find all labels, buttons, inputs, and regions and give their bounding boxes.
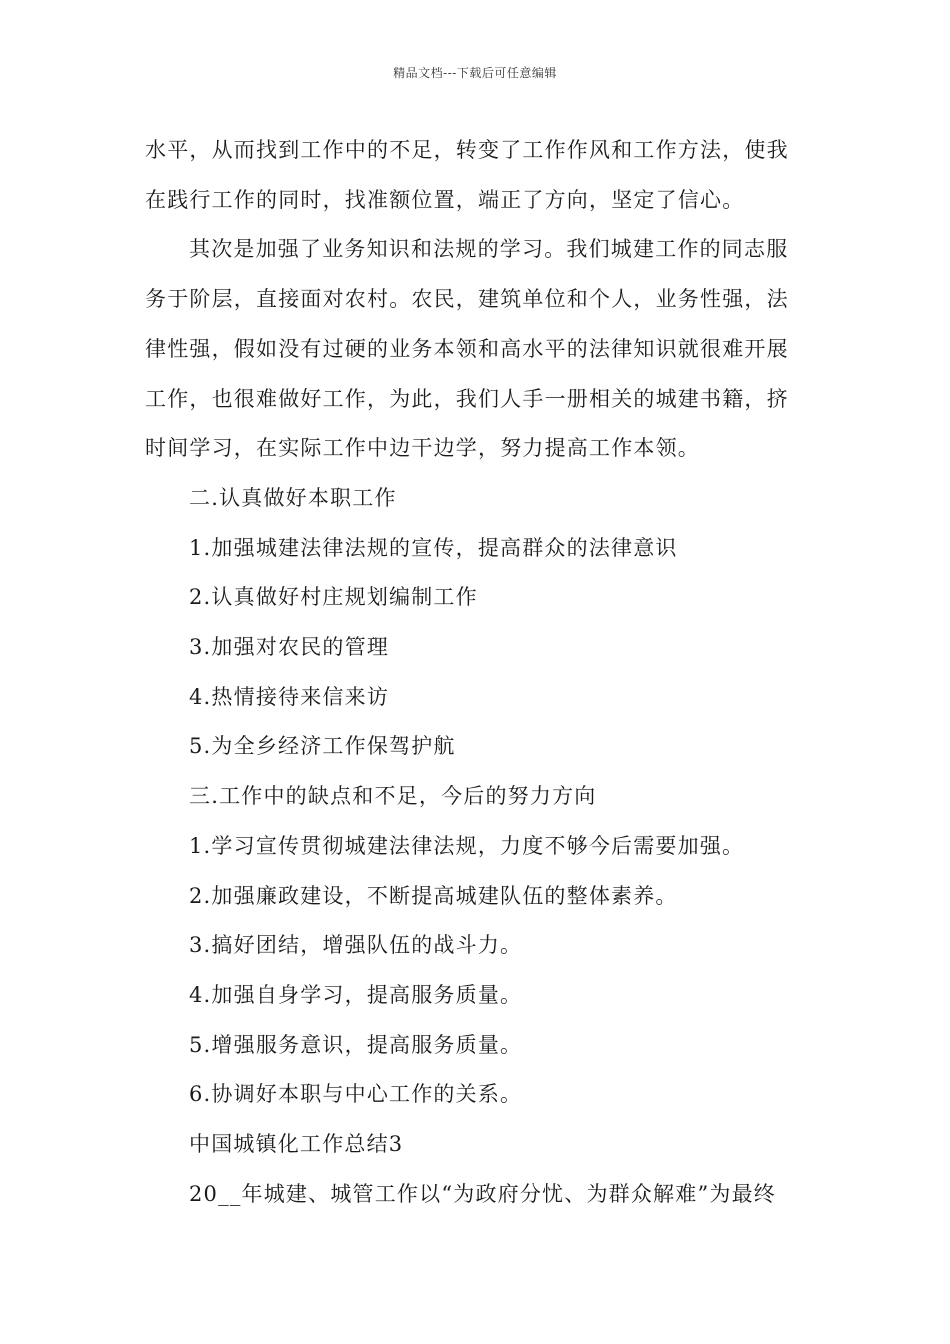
body-line: 在践行工作的同时，找准额位置，端正了方向，坚定了信心。: [145, 187, 745, 212]
list-item: 2.认真做好村庄规划编制工作: [189, 585, 478, 610]
list-item: 5.为全乡经济工作保驾护航: [189, 734, 456, 759]
list-item: 5.增强服务意识，提高服务质量。: [189, 1032, 523, 1057]
body-line: 工作，也很难做好工作，为此，我们人手一册相关的城建书籍，挤: [145, 386, 789, 411]
body-line: 其次是加强了业务知识和法规的学习。我们城建工作的同志服: [189, 237, 789, 262]
list-item: 4.热情接待来信来访: [189, 684, 390, 709]
section-heading: 二.认真做好本职工作: [189, 485, 397, 510]
body-line: 律性强，假如没有过硬的业务本领和高水平的法律知识就很难开展: [145, 336, 789, 361]
list-item: 3.加强对农民的管理: [189, 635, 390, 660]
list-item: 2.加强廉政建设，不断提高城建队伍的整体素养。: [189, 883, 678, 908]
list-item: 1.加强城建法律法规的宣传，提高群众的法律意识: [189, 535, 678, 560]
document-body: [145, 126, 810, 1219]
list-item: 3.搞好团结，增强队伍的战斗力。: [189, 933, 523, 958]
body-line: 水平，从而找到工作中的不足，转变了工作作风和工作方法，使我: [145, 138, 789, 162]
body-line: 务于阶层，直接面对农村。农民，建筑单位和个人，业务性强，法: [145, 287, 789, 312]
list-item: 4.加强自身学习，提高服务质量。: [189, 982, 523, 1007]
body-line: 20__年城建、城管工作以“为政府分忧、为群众解难”为最终: [189, 1181, 776, 1206]
list-item: 6.协调好本职与中心工作的关系。: [189, 1082, 523, 1107]
section-heading: 三.工作中的缺点和不足，今后的努力方向: [189, 784, 597, 809]
page-header: 精品文档---下载后可任意编辑: [393, 66, 557, 80]
list-item: 1.学习宣传贯彻城建法律法规，力度不够今后需要加强。: [189, 833, 745, 858]
document-title: 中国城镇化工作总结3: [189, 1132, 404, 1157]
body-line: 时间学习，在实际工作中边干边学，努力提高工作本领。: [145, 436, 700, 461]
